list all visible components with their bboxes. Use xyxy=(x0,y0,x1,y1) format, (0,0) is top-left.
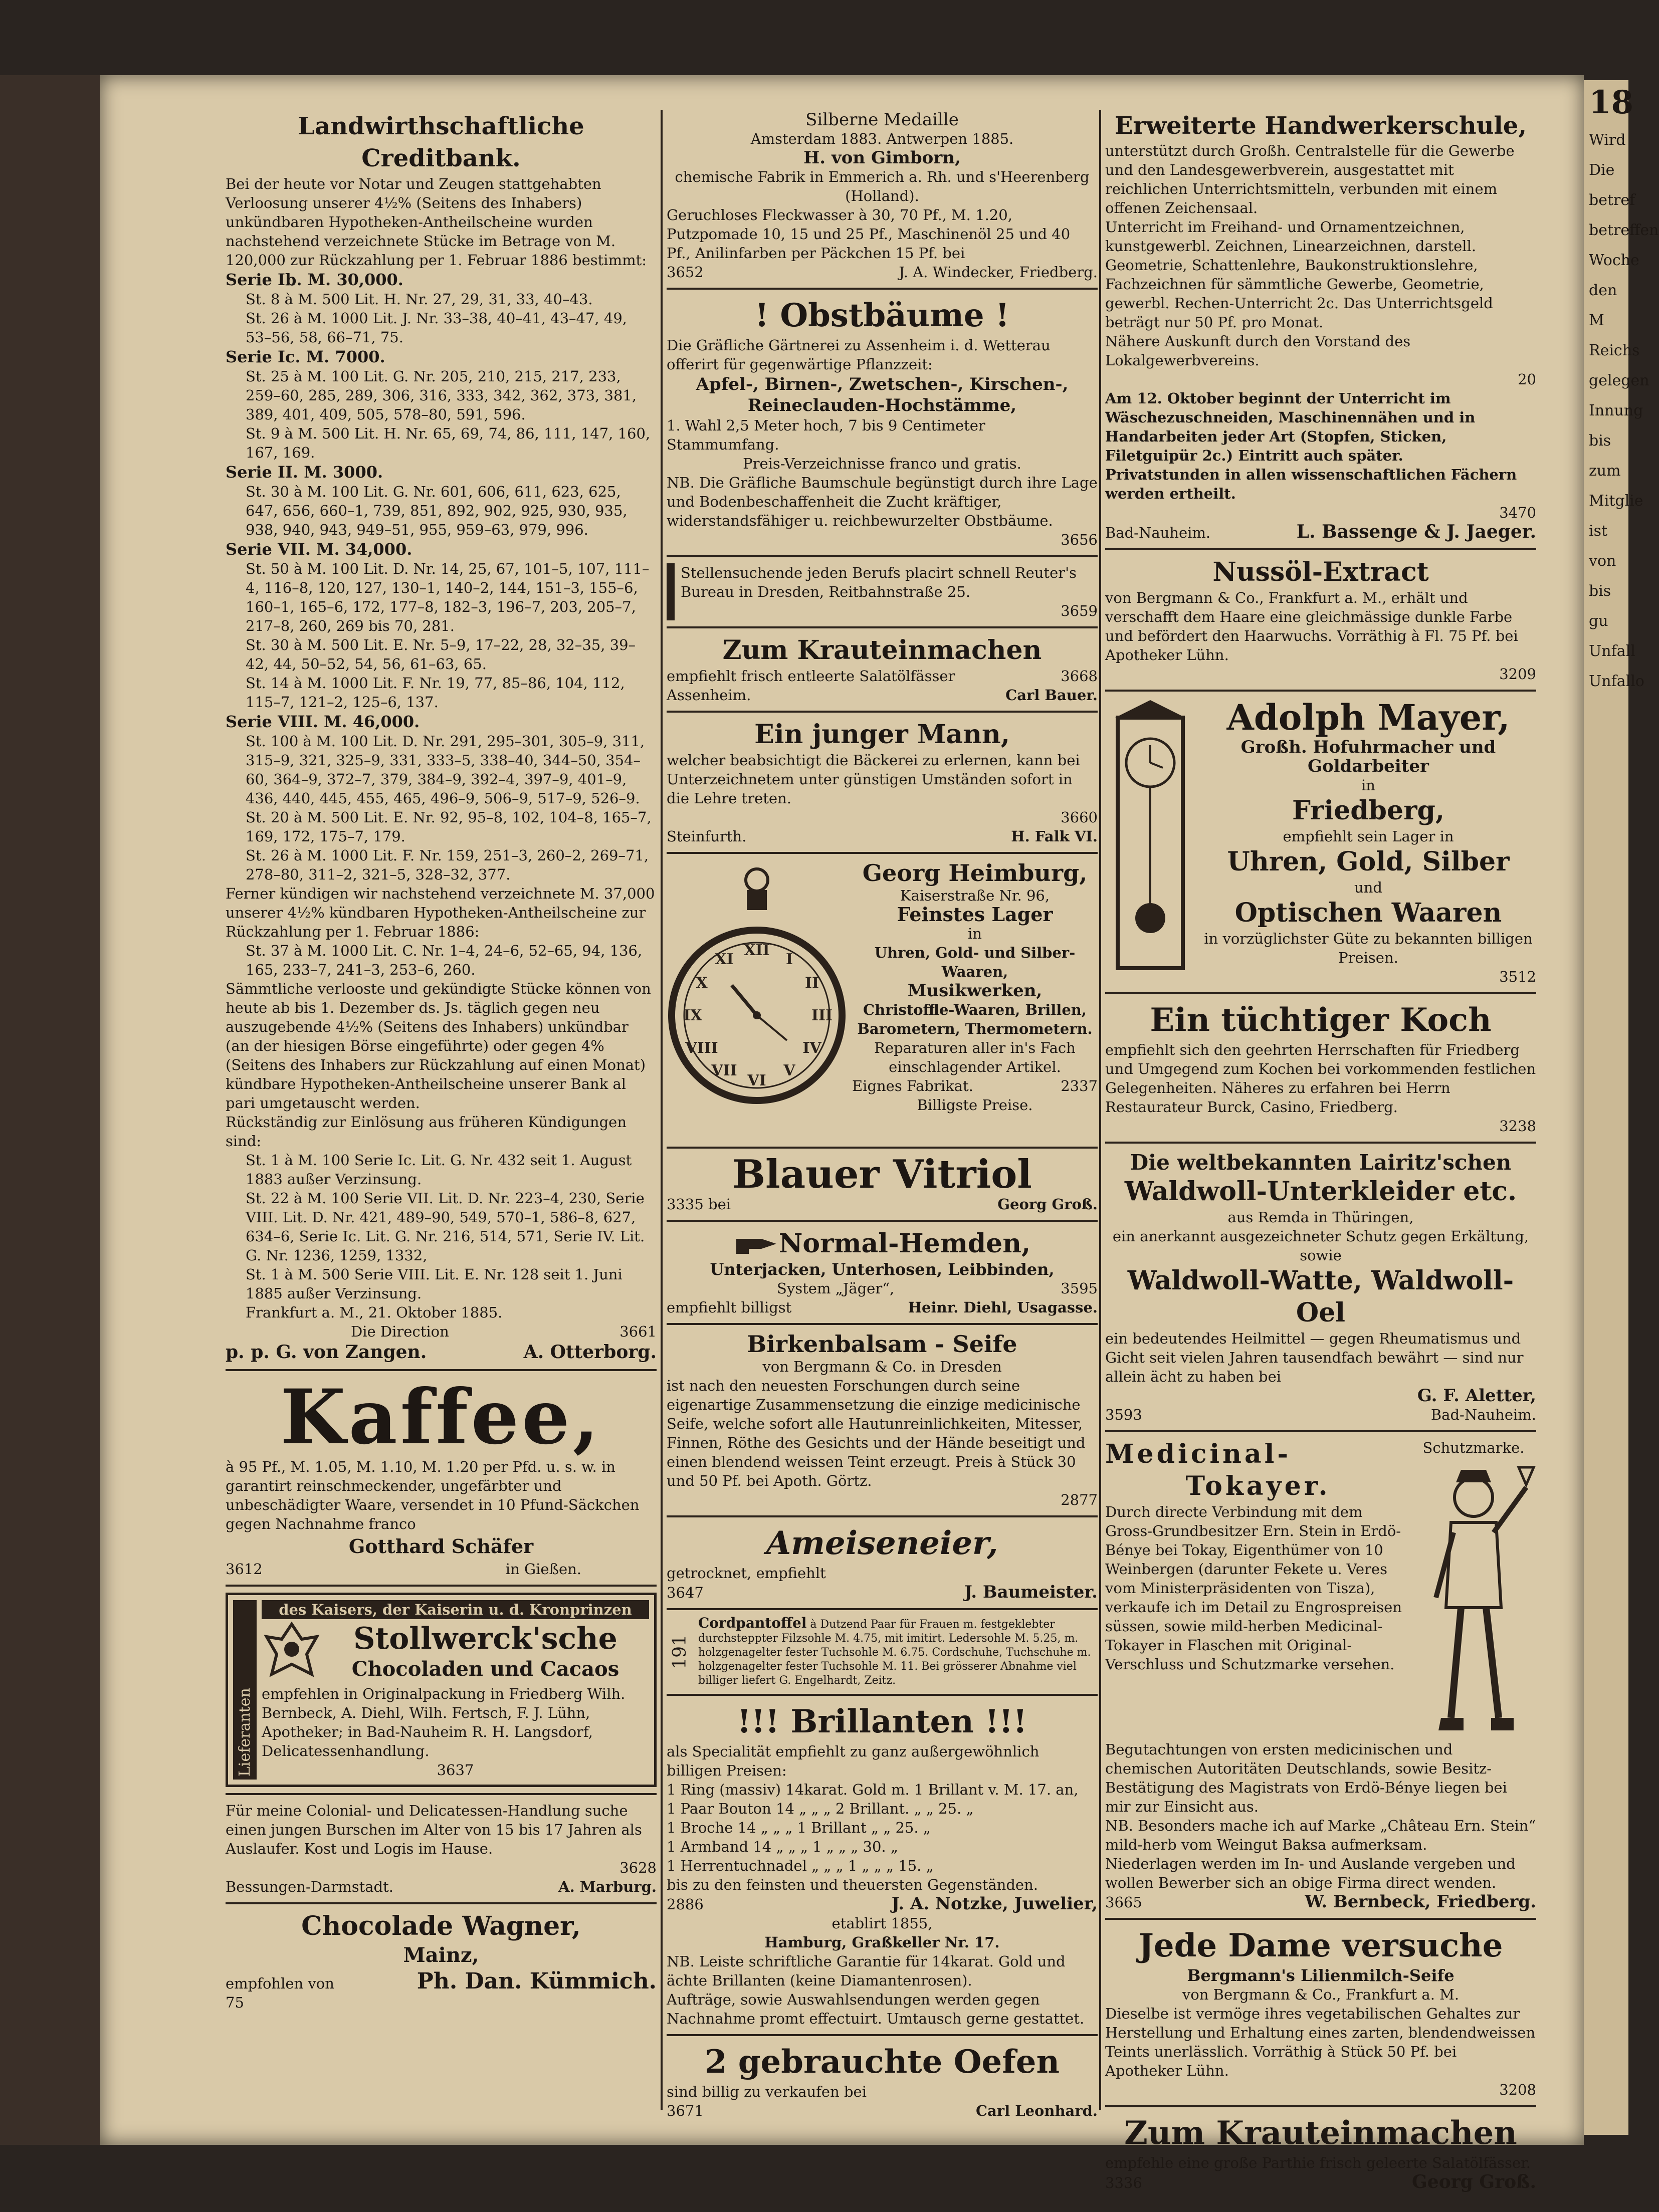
ad-text: 1. Wahl 2,5 Meter hoch, 7 bis 9 Centimeter Stammumfang. xyxy=(667,417,985,453)
ad-text: NB. Die Gräfliche Baumschule begünstigt durch ihre Lage und Bodenbeschaffenheit die Zucht kräftiger, widerstandsfähiger u. reichbewurzelter Obstbäume. xyxy=(667,474,1098,529)
ad-kaffee xyxy=(226,1373,657,1579)
ad-title: Waldwoll-Unterkleider etc. xyxy=(1124,1176,1517,1207)
ad-number: 3335 xyxy=(667,1196,704,1213)
series-line: St. 20 à M. 500 Lit. E. Nr. 92, 95–8, 102, 104–8, 165–7, 169, 172, 175–7, 179. xyxy=(246,809,652,845)
signature: Gotthard Schäfer xyxy=(348,1535,534,1558)
ad-line: Optischen Waaren xyxy=(1234,898,1502,928)
series-heading: Serie Ib. M. 30,000. xyxy=(226,270,403,289)
ad-city: Friedberg, xyxy=(1292,795,1444,826)
ad-title: Ameiseneier, xyxy=(766,1524,998,1562)
ad-title: !!! Brillanten !!! xyxy=(737,1703,1027,1740)
ad-title: Zum Krauteinmachen xyxy=(1124,2114,1517,2152)
notice-list xyxy=(226,1151,657,1303)
place: in Gießen. xyxy=(505,1561,581,1578)
ad-number: 3612 xyxy=(226,1561,263,1578)
ad-koch xyxy=(1105,1000,1536,1136)
ad-line: Silberne Medaille xyxy=(805,110,959,130)
ad-number: 3665 xyxy=(1105,1894,1142,1911)
ad-krauteinmachen-2 xyxy=(1105,2113,1536,2192)
series-line: St. 30 à M. 500 Lit. E. Nr. 5–9, 17–22, 28, 32–35, 39–42, 44, 50–52, 54, 56, 61–63, 65. xyxy=(246,636,636,673)
series-line: St. 100 à M. 100 Lit. D. Nr. 291, 295–301, 305–9, 311, 315–9, 321, 325–9, 331, 333–5, 338–40, 344–50, 354–60, 364–9, 372–7, 379, 384–9, 392–4, 397–9, 401–9, 436, 440, 445, 455, 465, 496–9, 506–9, 517–9, 526–9. xyxy=(246,733,645,807)
eagle-crest-icon xyxy=(262,1619,322,1684)
price-item: 1 Herrentuchnadel „ „ „ 1 „ „ „ 15. „ xyxy=(667,1857,934,1874)
side-label: Lieferanten xyxy=(233,1600,257,1780)
next-page-edge xyxy=(1584,80,1659,2135)
notice-line: St. 1 à M. 500 Serie VIII. Lit. E. Nr. 128 seit 1. Juni 1885 außer Verzinsung. xyxy=(246,1266,623,1302)
ad-number: 3668 xyxy=(1061,668,1098,685)
bleed-word: ist von xyxy=(1589,522,1616,570)
ad-nussoel xyxy=(1105,556,1536,684)
ad-title: Nussöl-Extract xyxy=(1212,557,1429,587)
ad-text: Niederlagen werden im In- und Auslande vergeben und wollen Bewerber sich an obige Firma direct wenden. xyxy=(1105,1855,1516,1891)
ad-title: Adolph Mayer, xyxy=(1226,697,1510,738)
signature: Carl Bauer. xyxy=(1005,687,1098,704)
ad-text: Begutachtungen von ersten medicinischen und chemischen Autoritäten Deutschlands, sowie Besitz-Bestätigung des Magistrats von Erdö-Bénye liegen bei mir zur Einsicht aus. xyxy=(1105,1741,1507,1815)
ad-creditbank xyxy=(226,110,657,1363)
ad-number: 3661 xyxy=(619,1323,657,1340)
signature: L. Bassenge & J. Jaeger. xyxy=(1296,521,1536,542)
ad-brillanten xyxy=(667,1702,1098,2028)
place: Bad-Nauheim. xyxy=(1430,1406,1536,1423)
ad-text: Für meine Colonial- und Delicatessen-Handlung suche einen jungen Burschen im Alter von 15 bis 17 Jahren als Auslaufer. Kost und Logis im Hause. xyxy=(226,1802,642,1857)
place: Assenheim. xyxy=(667,687,751,704)
ad-line: von Bergmann & Co. in Dresden xyxy=(762,1358,1002,1375)
signature: Georg Groß. xyxy=(1412,2171,1536,2192)
ad-line: in xyxy=(968,925,982,942)
notice-line: St. 1 à M. 100 Serie Ic. Lit. G. Nr. 432 seit 1. August 1883 außer Verzinsung. xyxy=(246,1152,632,1188)
rule xyxy=(226,1902,657,1904)
series-heading: Serie II. M. 3000. xyxy=(226,463,383,482)
brand: Bergmann's Lilienmilch-Seife xyxy=(1187,1966,1455,1985)
rule xyxy=(1105,2105,1536,2107)
ad-birkenbalsam xyxy=(667,1331,1098,1509)
svg-text:IV: IV xyxy=(802,1039,821,1057)
ad-line: Feinstes Lager xyxy=(897,903,1053,926)
series-line: St. 8 à M. 500 Lit. H. Nr. 27, 29, 31, 33, 40–43. xyxy=(246,291,593,308)
price-item: 1 Broche 14 „ „ „ 1 Brillant „ „ 25. „ xyxy=(667,1819,931,1836)
bleed-word: den M xyxy=(1589,282,1617,329)
series-line: St. 14 à M. 1000 Lit. F. Nr. 19, 77, 85–86, 104, 112, 115–7, 121–2, 125–6, 137. xyxy=(246,675,625,711)
signature: J. A. Notzke, Juwelier, xyxy=(891,1894,1098,1914)
ad-line: Die weltbekannten Lairitz'schen xyxy=(1130,1150,1512,1175)
ad-lairitz xyxy=(1105,1150,1536,1424)
bleed-word: betreffen xyxy=(1589,222,1659,239)
rule xyxy=(667,852,1098,854)
ad-normal-hemden xyxy=(667,1228,1098,1317)
bleed-word-list xyxy=(1589,125,1659,697)
ad-bold: Apfel-, Birnen-, Zwetschen-, Kirschen-, Reineclauden-Hochstämme, xyxy=(696,374,1069,415)
ad-text: empfiehlt sich den geehrten Herrschaften für Friedberg und Umgegend zum Kochen bei vorkommenden festlichen Gelegenheiten. Näheres zu erfahren bei Herrn Restaurateur Burck, Casino, Friedberg. xyxy=(1105,1041,1536,1116)
bar-icon xyxy=(667,563,675,620)
bleed-word: Innung xyxy=(1589,402,1643,419)
bleed-word: Reichs xyxy=(1589,342,1640,359)
ad-tokayer xyxy=(1105,1438,1536,1912)
ad-obstbaeume xyxy=(667,296,1098,549)
bleed-word: bis zum xyxy=(1589,432,1621,480)
ad-text: à Dutzend Paar für Frauen m. festgeklebter durchsteppter Filzsohle M. 4.75, mit imitirt. Ledersohle M. 5.25, m. holzgenagelter fester Tuchsohle M. 6.75. Cordschuhe, Tuchschuhe m. holzgenagelter fester Tuchsohle M. 11. Bei grösserer Abnahme viel billiger liefert G. Engelhardt, Zeitz. xyxy=(698,1618,1091,1687)
ad-lilienmilch xyxy=(1105,1926,1536,2099)
bleed-word: Wird xyxy=(1589,131,1626,149)
ad-text: Aufträge, sowie Auswahlsendungen werden gegen Nachnahme promt effectuirt. Umtausch gerne gestattet. xyxy=(667,1991,1085,2027)
ad-number: 3208 xyxy=(1499,2081,1536,2098)
series-heading: Serie Ic. M. 7000. xyxy=(226,347,385,366)
price-list xyxy=(667,1780,1098,1875)
brand: Stollwerck'sche xyxy=(353,1621,617,1656)
ad-line: Eignes Fabrikat. xyxy=(852,1077,973,1094)
ad-title: Kaffee, xyxy=(280,1373,602,1461)
svg-text:VIII: VIII xyxy=(685,1039,718,1057)
ad-number: 3209 xyxy=(1499,666,1536,683)
signature: W. Bernbeck, Friedberg. xyxy=(1305,1892,1536,1912)
signature: H. Falk VI. xyxy=(1011,828,1098,845)
ad-text: ist nach den neuesten Forschungen durch seine eigenartige Zusammensetzung die einzige medicinische Seife, welche sofort alle Hautunreinlichkeiten, Mitesser, Finnen, Röthe des Gesichts und der Hände beseitigt und einen blendend weissen Teint erzeugt. Preis à Stück 30 und 50 Pf. bei Apoth. Görtz. xyxy=(667,1377,1086,1489)
bleed-word: betref xyxy=(1589,191,1635,209)
ad-title: H. von Gimborn, xyxy=(803,148,961,168)
column-rule xyxy=(661,110,663,2110)
trademark-label: Schutzmarke. xyxy=(1422,1439,1525,1456)
svg-text:VI: VI xyxy=(747,1072,766,1089)
bleed-word: Unfall xyxy=(1589,642,1635,660)
ad-text: von Bergmann & Co., Frankfurt a. M., erhält und verschafft dem Haare eine gleichmässige dunkle Farbe und befördert den Haarwuchs. Vorräthig à Fl. 75 Pf. bei Apotheker Lühn. xyxy=(1105,589,1518,663)
ad-line: und xyxy=(1354,879,1382,896)
ad-title: Landwirthschaftliche Creditbank. xyxy=(298,112,584,172)
signature: A. Marburg. xyxy=(558,1878,657,1895)
pocket-watch-icon xyxy=(667,860,847,1141)
rule xyxy=(667,626,1098,628)
ad-vitriol xyxy=(667,1152,1098,1214)
ad-cordpantoffel xyxy=(667,1616,1098,1688)
notice-line: St. 22 à M. 100 Serie VII. Lit. D. Nr. 223–4, 230, Serie VIII. Lit. D. Nr. 421, 489–90, 549, 570–1, 586–8, 627, 634–6, Serie Ic. Lit. G. Nr. 216, 514, 571, Serie IV. Lit. G. Nr. 1236, 1259, 1332, xyxy=(246,1190,645,1264)
ad-krauteinmachen xyxy=(667,634,1098,705)
rule xyxy=(1105,1142,1536,1144)
ad-reuter xyxy=(667,563,1098,620)
rule xyxy=(667,288,1098,290)
svg-text:I: I xyxy=(785,951,793,968)
ad-title: Georg Heimburg, xyxy=(862,859,1088,887)
svg-text:XII: XII xyxy=(744,942,770,959)
ad-text: Unterjacken, Unterhosen, Leibbinden, xyxy=(710,1260,1055,1279)
rule xyxy=(226,1585,657,1587)
ad-text: getrocknet, empfiehlt xyxy=(667,1565,826,1582)
ad-mayer xyxy=(1105,698,1536,986)
signature: Ph. Dan. Kümmich. xyxy=(417,1968,657,1994)
ad-line: Uhren, Gold- und Silber-Waaren, xyxy=(874,944,1076,980)
series-heading: Serie VIII. M. 46,000. xyxy=(226,712,420,731)
price-item: 1 Ring (massiv) 14karat. Gold m. 1 Brillant v. M. 17. an, xyxy=(667,1781,1079,1798)
page-number: 18 xyxy=(1589,84,1634,121)
svg-text:II: II xyxy=(804,974,819,992)
ad-text: Nähere Auskunft durch den Vorstand des Lokalgewerbvereins. xyxy=(1105,333,1411,369)
rule xyxy=(667,1147,1098,1149)
series-line: St. 26 à M. 1000 Lit. J. Nr. 33–38, 40–41, 43–47, 49, 53–56, 58, 66–71, 75. xyxy=(246,310,627,346)
series-line: St. 50 à M. 100 Lit. D. Nr. 14, 25, 67, 101–5, 107, 111–4, 116–8, 120, 127, 130–1, 140–2, 144, 151–3, 155–6, 160–1, 165–6, 172, 177–8, 182–3, 196–7, 203, 205–7, 217–8, 260, 269 bis 70, 281. xyxy=(246,560,650,634)
ad-title: Jede Dame versuche xyxy=(1138,1927,1503,1964)
series-list xyxy=(226,270,657,884)
ad-text: sind billig zu verkaufen bei xyxy=(667,2083,867,2100)
signature: Georg Groß. xyxy=(997,1196,1098,1213)
place: Bessungen-Darmstadt. xyxy=(226,1878,393,1895)
ad-line: Kaiserstraße Nr. 96, xyxy=(900,887,1050,904)
pointing-hand-icon xyxy=(734,1231,779,1256)
ad-line: Reparaturen aller in's Fach einschlagender Artikel. xyxy=(874,1039,1076,1075)
ad-title: Erweiterte Handwerkerschule, xyxy=(1114,112,1527,140)
ad-title: Normal-Hemden, xyxy=(778,1228,1031,1259)
series-heading: Serie VII. M. 34,000. xyxy=(226,540,412,559)
ad-top: des Kaisers, der Kaiserin u. d. Kronprinzen xyxy=(262,1600,649,1619)
ad-line: ein anerkannt ausgezeichneter Schutz gegen Erkältung, sowie xyxy=(1112,1228,1529,1264)
column-rule xyxy=(1099,110,1101,2110)
ad-number: 3595 xyxy=(1061,1280,1098,1297)
price-item: 1 Paar Bouton 14 „ „ „ 2 Brillant. „ „ 25. „ xyxy=(667,1800,974,1817)
ad-line: Amsterdam 1883. Antwerpen 1885. xyxy=(750,130,1014,147)
ad-title: Blauer Vitriol xyxy=(732,1152,1032,1197)
ad-text: welcher beabsichtigt die Bäckerei zu erlernen, kann bei Unterzeichnetem unter günstigen Umständen sofort in die Lehre treten. xyxy=(667,752,1080,807)
ad-text: Sämmtliche verlooste und gekündigte Stücke können von heute ab bis 1. Dezember ds. Js. täglich gegen neu auszugebende 4½% (Seitens des Inhabers) unkündbar (an der hiesigen Börse eingeführte) oder gegen 4% (Seitens des Inhabers zur Rückzahlung auf einen Monat) kündbare Hypotheken-Antheilscheine unserer Bank al pari umgetauscht werden. xyxy=(226,980,651,1112)
place: Steinfurth. xyxy=(667,828,747,845)
ad-line: Christoffle-Waaren, Brillen, Barometern, Thermometern. xyxy=(857,1001,1093,1037)
ad-line: Hamburg, Graßkeller Nr. 17. xyxy=(764,1934,1000,1951)
ad-text: empfehlen in Originalpackung in Friedberg Wilh. Bernbeck, A. Diehl, Wilh. Fertsch, F. J. Lühn, Apotheker; in Bad-Nauheim R. H. Langsdorf, Delicatessenhandlung. xyxy=(262,1685,626,1759)
ad-text: bis zu den feinsten und theuersten Gegenständen. xyxy=(667,1876,1038,1893)
rule xyxy=(667,1694,1098,1696)
place-date: Frankfurt a. M., 21. Oktober 1885. xyxy=(246,1304,503,1321)
ad-text: empfiehlt billigst xyxy=(667,1299,792,1316)
ad-number: 3659 xyxy=(1061,602,1098,619)
ad-text: Bei der heute vor Notar und Zeugen stattgehabten Verloosung unserer 4½% (Seitens des Inhabers) unkündbaren Hypotheken-Antheilscheine wurden nachstehend verzeichnete Stücke im Betrage von M. 120,000 zur Rückzahlung per 1. Februar 1886 bestimmt: xyxy=(226,175,647,269)
rule xyxy=(226,1369,657,1371)
sign-pp: p. p. xyxy=(226,1342,270,1363)
series-line: St. 25 à M. 100 Lit. G. Nr. 205, 210, 215, 217, 233, 259–60, 285, 289, 306, 316, 333, 342, 362, 373, 381, 389, 401, 409, 505, 578–80, 591, 596. xyxy=(246,368,637,423)
brand-sub: Chocoladen und Cacaos xyxy=(351,1657,619,1681)
ad-number: 2886 xyxy=(667,1896,704,1913)
svg-text:X: X xyxy=(696,974,708,992)
ad-text: Dieselbe ist vermöge ihres vegetabilischen Gehaltes zur Herstellung und Erhaltung eines zarten, blendendweissen Teints unerlässlich. Vorräthig à Stück 50 Pf. bei Apotheker Lühn. xyxy=(1105,2005,1536,2079)
svg-text:XI: XI xyxy=(715,951,734,968)
ad-title: ! Obstbäume ! xyxy=(754,297,1010,334)
ad-text: empfiehlt sein Lager in xyxy=(1283,828,1454,845)
ad-text: Unterricht im Freihand- und Ornamentzeichnen, kunstgewerbl. Zeichnen, Linearzeichnen, darstell. Geometrie, Schattenlehre, Baukonstruktionslehre, Fachzeichnen für sämmtliche Gewerbe, Geometrie, gewerbl. Rechen-Unterricht 2c. Das Unterrichtsgeld beträgt nur 50 Pf. pro Monat. xyxy=(1105,218,1493,331)
rule xyxy=(1105,1430,1536,1432)
series-line: St. 30 à M. 100 Lit. G. Nr. 601, 606, 611, 623, 625, 647, 656, 660–1, 739, 851, 892, 902, 925, 930, 935, 938, 940, 943, 949–51, 955, 959–63, 979, 996. xyxy=(246,483,628,538)
ad-number: 3238 xyxy=(1499,1118,1536,1135)
ad-text: empfohlen von xyxy=(226,1975,334,1992)
ad-title: Waldwoll-Watte, Waldwoll-Oel xyxy=(1127,1265,1514,1328)
brand: Cordpantoffel xyxy=(698,1615,807,1631)
svg-text:V: V xyxy=(783,1062,795,1079)
svg-text:IX: IX xyxy=(683,1007,702,1024)
signature: A. Otterborg. xyxy=(523,1342,657,1363)
ad-number: 3628 xyxy=(619,1859,657,1876)
ad-number: 3637 xyxy=(437,1761,474,1779)
ad-title: Zum Krauteinmachen xyxy=(722,635,1042,666)
series-line: St. 9 à M. 500 Lit. H. Nr. 65, 69, 74, 86, 111, 147, 160, 167, 169. xyxy=(246,425,651,461)
ad-number: 2337 xyxy=(1061,1077,1098,1094)
ad-title: Ein junger Mann, xyxy=(754,719,1010,750)
signature: Heinr. Diehl, Usagasse. xyxy=(908,1299,1098,1316)
ad-text: à 95 Pf., M. 1.05, M. 1.10, M. 1.20 per Pfd. u. s. w. in garantirt reinschmeckender, ungefärbter und unbeschädigter Waare, versendet in 10 Pfund-Säckchen gegen Nachnahme franco xyxy=(226,1458,640,1532)
ad-line: Uhren, Gold, Silber xyxy=(1227,846,1510,877)
ad-text: empfehle eine große Parthie frisch geleerte Salatölfässer. xyxy=(1105,2154,1531,2171)
ad-colonial xyxy=(226,1801,657,1896)
ad-number: 3593 xyxy=(1105,1406,1142,1423)
ad-text: NB. Leiste schriftliche Garantie für 14karat. Gold und ächte Brillanten (keine Diamantenrosen). xyxy=(667,1953,1066,1989)
bleed-word: gelegen xyxy=(1589,372,1649,389)
ad-line: in xyxy=(1361,777,1375,794)
ad-text: Preis-Verzeichnisse franco und gratis. xyxy=(743,455,1021,472)
ad-number: 3470 xyxy=(1499,504,1536,521)
ad-line: Billigste Preise. xyxy=(917,1096,1033,1114)
ad-text: System „Jäger“, xyxy=(777,1280,895,1297)
bleed-word: bis gu xyxy=(1589,582,1611,630)
ad-gimborn xyxy=(667,110,1098,282)
ad-text: NB. Besonders mache ich auf Marke „Château Ern. Stein“ mild-herb vom Weingut Baksa aufmerksam. xyxy=(1105,1817,1536,1853)
ad-line: Musikwerken, xyxy=(907,981,1043,1001)
signature: G. von Zangen. xyxy=(276,1342,427,1363)
ad-line: etablirt 1855, xyxy=(832,1915,933,1932)
ad-number: 20 xyxy=(1518,371,1536,388)
ad-line: chemische Fabrik in Emmerich a. Rh. und s'Heerenberg (Holland). xyxy=(675,168,1090,204)
rule xyxy=(667,2034,1098,2036)
ad-oefen xyxy=(667,2042,1098,2120)
book-binding xyxy=(0,75,100,2145)
rule xyxy=(226,1793,657,1795)
ad-number: 2877 xyxy=(1061,1491,1098,1508)
signature: J. A. Windecker, Friedberg. xyxy=(899,264,1098,281)
ad-stollwerck xyxy=(226,1593,657,1787)
price-item: 1 Armband 14 „ „ „ 1 „ „ „ 30. „ xyxy=(667,1838,898,1855)
place: Bad-Nauheim. xyxy=(1105,524,1211,541)
column-left xyxy=(226,110,657,2110)
ad-text: Ferner kündigen wir nachstehend verzeichnete M. 37,000 unserer 4½% kündbaren Hypotheken-Antheilscheine zur Rückzahlung per 1. Februar 1886: xyxy=(226,885,655,940)
rule xyxy=(667,1220,1098,1222)
direction: Die Direction xyxy=(351,1323,449,1340)
ad-number: 3656 xyxy=(1061,531,1098,548)
ad-text: in vorzüglichster Güte zu bekannten billigen Preisen. xyxy=(1204,930,1533,966)
ad-text: St. 37 à M. 1000 Lit. C. Nr. 1–4, 24–6, 52–65, 94, 136, 165, 233–7, 241–3, 253–6, 260. xyxy=(246,942,643,978)
ad-title: Tokayer. xyxy=(1185,1471,1331,1501)
ad-handwerkerschule xyxy=(1105,110,1536,542)
signature: G. F. Aletter, xyxy=(1417,1386,1536,1406)
ad-text: Am 12. Oktober beginnt der Unterricht im Wäschezuschneiden, Maschinennähen und in Handarbeiten jeder Art (Stopfen, Sticken, Filetguipür 2c.) Eintritt auch später. xyxy=(1105,390,1476,464)
ad-number: 75 xyxy=(226,1994,244,2011)
ad-text: unterstützt durch Großh. Centralstelle für die Gewerbe und den Landesgewerbverein, ausgestattet mit reichlichen Unterrichtsmitteln, verbunden mit einem offenen Zeichensaal. xyxy=(1105,142,1515,216)
ad-ameiseneier xyxy=(667,1523,1098,1602)
ad-line: Großh. Hofuhrmacher und Goldarbeiter xyxy=(1240,737,1496,776)
ad-text: Rückständig zur Einlösung aus früheren Kündigungen sind: xyxy=(226,1114,627,1150)
ad-wagner xyxy=(226,1910,657,2012)
ad-title: Birkenbalsam - Seife xyxy=(747,1331,1017,1358)
ad-number: 3660 xyxy=(1061,809,1098,826)
ad-city: Mainz, xyxy=(403,1943,479,1967)
bleed-word: Die xyxy=(1589,161,1615,179)
ad-number: 3512 xyxy=(1499,968,1536,985)
series-line: St. 26 à M. 1000 Lit. F. Nr. 159, 251–3, 260–2, 269–71, 278–80, 311–2, 321–5, 328–32, 377. xyxy=(246,847,649,883)
rule xyxy=(1105,548,1536,550)
ad-title: 2 gebrauchte Oefen xyxy=(704,2043,1060,2081)
bleed-word: Woche xyxy=(1589,252,1639,269)
rule xyxy=(667,1515,1098,1517)
ad-title: Chocolade Wagner, xyxy=(301,1911,581,1941)
svg-text:III: III xyxy=(811,1007,833,1024)
signature: Carl Leonhard. xyxy=(975,2102,1098,2119)
ad-number: 3336 xyxy=(1105,2174,1142,2191)
rule xyxy=(667,1323,1098,1325)
signature: J. Baumeister. xyxy=(964,1582,1098,1602)
ad-text: Privatstunden in allen wissenschaftlichen Fächern werden ertheilt. xyxy=(1105,466,1517,502)
rule xyxy=(1105,690,1536,692)
wall-clock-icon xyxy=(1105,698,1195,978)
ad-line: von Bergmann & Co., Frankfurt a. M. xyxy=(1182,1986,1460,2003)
ad-text: als Specialität empfiehlt zu ganz außergewöhnlich billigen Preisen: xyxy=(667,1743,1040,1779)
toasting-man-icon xyxy=(1411,1457,1536,1738)
ad-heimburg xyxy=(667,860,1098,1141)
ad-text: Stellensuchende jeden Berufs placirt schnell Reuter's Bureau in Dresden, Reitbahnstraße 25. xyxy=(681,564,1077,600)
ad-title: Ein tüchtiger Koch xyxy=(1150,1001,1492,1039)
svg-text:VII: VII xyxy=(711,1062,737,1079)
bleed-word: Unfallo xyxy=(1589,673,1644,690)
column-right xyxy=(1105,110,1536,2192)
rule xyxy=(1105,1918,1536,1920)
ad-text: ein bedeutendes Heilmittel — gegen Rheumatismus und Gicht seit vielen Jahren tausendfach bewährt — sind nur allein ächt zu haben bei xyxy=(1105,1330,1524,1385)
ad-text: Geruchloses Fleckwasser à 30, 70 Pf., M. 1.20, Putzpomade 10, 15 und 25 Pf., Maschinenöl 25 und 40 Pf., Anilinfarben per Päckchen 15 Pf. bei xyxy=(667,206,1071,262)
rule xyxy=(1105,992,1536,994)
ad-line: aus Remda in Thüringen, xyxy=(1227,1209,1414,1226)
ad-title: Medicinal- xyxy=(1105,1439,1292,1469)
rule xyxy=(667,555,1098,557)
ad-text: bei xyxy=(708,1196,731,1213)
ad-text: Die Gräfliche Gärtnerei zu Assenheim i. d. Wetterau offerirt für gegenwärtige Pflanzzeit: xyxy=(667,337,1051,373)
ad-number: 3647 xyxy=(667,1584,704,1601)
ad-number: 3671 xyxy=(667,2102,704,2119)
ad-number: 3652 xyxy=(667,264,704,281)
rule xyxy=(667,711,1098,713)
column-middle xyxy=(667,110,1098,2119)
ad-junger-mann xyxy=(667,719,1098,846)
ad-text: Durch directe Verbindung mit dem Gross-Grundbesitzer Ern. Stein in Erdö-Bénye bei Tokay, Eigenthümer von 10 Weinbergen (darunter Fekete u. Veres vom Ministerpräsidenten von Tisza), verkaufe ich im Detail zu Engrospreisen süssen, sowie mild-herben Medicinal-Tokayer in Flaschen mit Original-Verschluss und Schutzmarke versehen. xyxy=(1105,1503,1402,1673)
bleed-word: Mitglie xyxy=(1589,492,1643,510)
rule xyxy=(667,1608,1098,1610)
ad-text: empfiehlt frisch entleerte Salatölfässer xyxy=(667,668,955,685)
side-label: 191 xyxy=(670,1635,690,1669)
